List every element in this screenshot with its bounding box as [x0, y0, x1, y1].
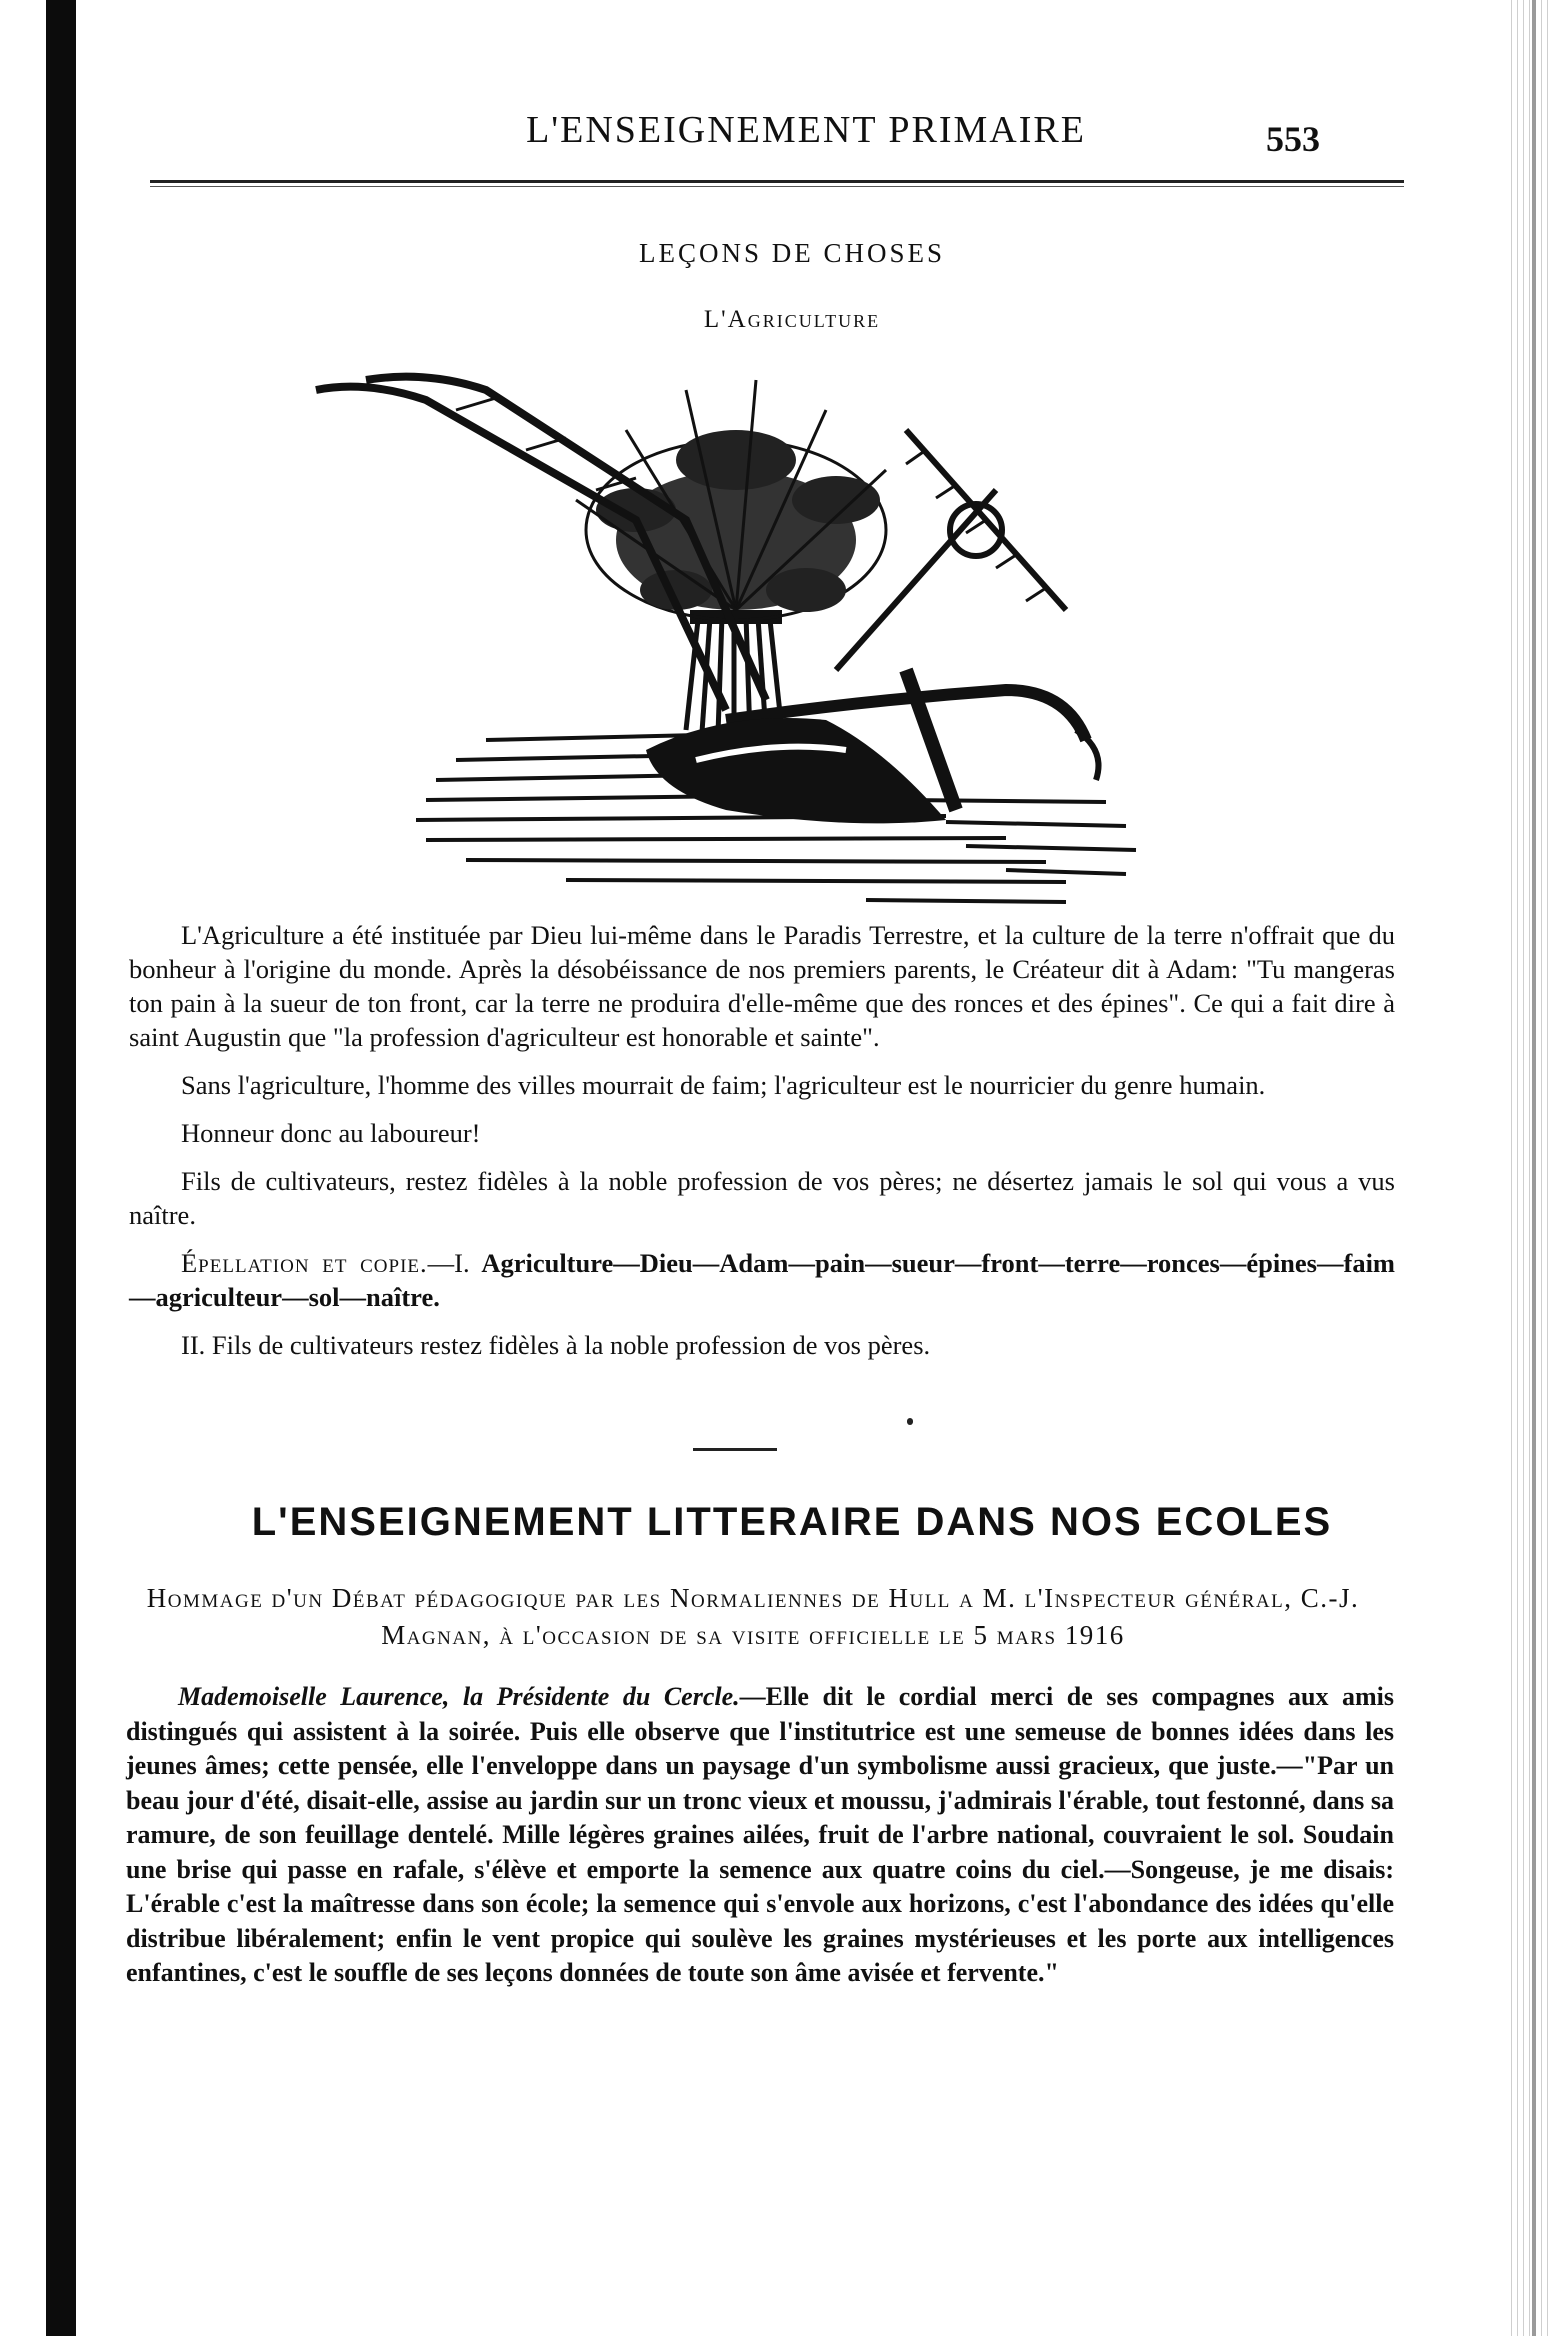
exercise-prefix: —I.: [427, 1248, 482, 1278]
page-edge-line: [1532, 0, 1536, 2336]
section-divider: [693, 1448, 777, 1451]
wheat-sheaf-plough-illustration: [306, 370, 1246, 910]
ink-mark: [907, 1418, 913, 1425]
section-title: LEÇONS DE CHOSES: [638, 238, 946, 268]
paragraph: L'Agriculture a été instituée par Dieu lui-même dans le Paradis Terrestre, et la culture de la terre n'offrait que du bonheur à l'origine du monde. Après la désobéissance de nos premiers parents, le Créateur dit à Adam: "Tu mangeras ton pain à la sueur de ton front, car la terre ne produira d'elle-même que des ronces et des épines". Ce qui a fait dire à saint Augustin que "la profession d'agriculteur est honorable et sainte".: [129, 920, 1395, 1052]
article-paragraph: [126, 1680, 1394, 1991]
book-spine-shadow: [46, 0, 76, 2336]
speaker-name: Mademoiselle Laurence, la Présidente du Cercle.: [178, 1682, 740, 1711]
exercise-one: [129, 1246, 1395, 1314]
header-rule: [150, 180, 1404, 187]
page-edges: [1508, 0, 1548, 2336]
dictation-words: Agriculture—Dieu—Adam—pain—sueur—front—terre—ronces—épines—faim—agriculteur—sol—naître.: [129, 1248, 1396, 1312]
exercise-two: II. Fils de cultivateurs restez fidèles à la noble profession de vos pères.: [181, 1330, 931, 1360]
running-title: L'ENSEIGNEMENT PRIMAIRE: [526, 109, 1086, 151]
scanned-page: [76, 0, 1508, 2336]
paragraph: Honneur donc au laboureur!: [181, 1118, 481, 1148]
lesson-subtitle: L'Agriculture: [703, 306, 881, 333]
paragraph: Sans l'agriculture, l'homme des villes mourrait de faim; l'agriculteur est le nourricier du genre humain.: [181, 1070, 1266, 1100]
article-subtitle: Hommage d'un Débat pédagogique par les Normaliennes de Hull a M. l'Inspecteur général, C.-J. Magnan, à l'occasion de sa visite officielle le 5 mars 1916: [146, 1583, 1360, 1650]
paragraph: Fils de cultivateurs, restez fidèles à la noble profession de vos pères; ne désertez jamais le sol qui vous a vus naître.: [129, 1166, 1395, 1230]
page-number: 553: [1266, 119, 1320, 159]
article-body: [126, 1680, 1394, 1991]
lesson-body: [129, 918, 1395, 1376]
article-title: L'ENSEIGNEMENT LITTERAIRE DANS NOS ECOLES: [251, 1500, 1333, 1544]
exercise-label: Épellation et copie.: [181, 1248, 428, 1278]
article-text: —Elle dit le cordial merci de ses compagnes aux amis distingués qui assistent à la soirée. Puis elle observe que l'institutrice est une semeuse de bonnes idées dans les jeunes âmes; cette pensée, elle l'enveloppe dans un paysage d'un symbolisme aussi gracieux, que juste.—"Par un beau jour d'été, disait-elle, assise au jardin sur un tronc vieux et moussu, j'admirais l'érable, tout festonné, dans sa ramure, de son feuillage dentelé. Mille légères graines ailées, fruit de l'arbre national, couvraient le sol. Soudain une brise qui passe en rafale, s'élève et emporte la semence aux quatre coins du ciel.—Songeuse, je me disais: L'érable c'est la maîtresse dans son école; la semence qui s'envole aux horizons, c'est l'abondance des idées qu'elle distribue libéralement; enfin le vent propice qui soulève les graines mystérieuses et les porte aux intelligences enfantines, c'est le souffle de ses leçons données de toute son âme avisée et fervente.": [126, 1682, 1394, 1987]
